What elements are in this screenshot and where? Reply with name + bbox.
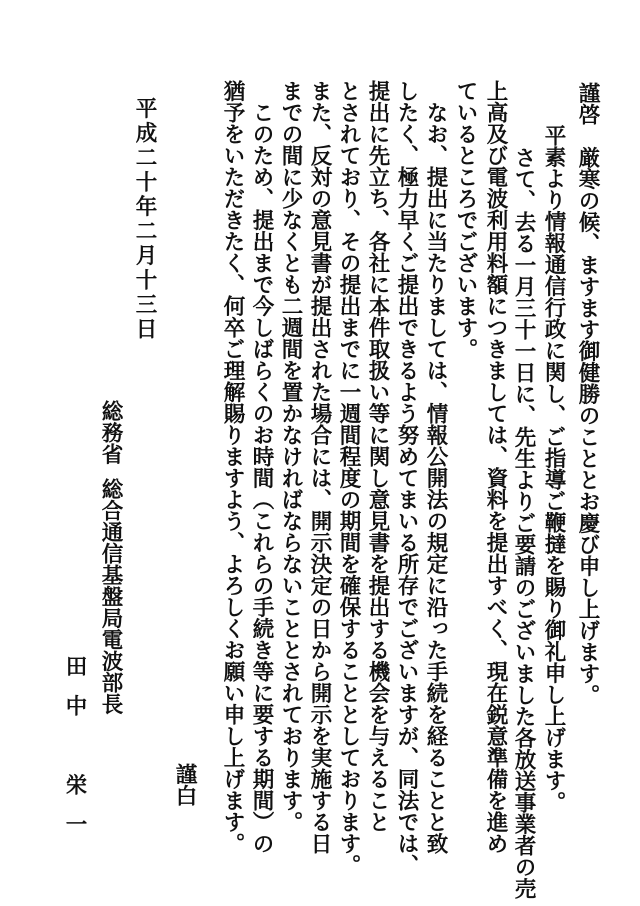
- letter-line-2: 平素より情報通信行政に関し、ご指導ご鞭撻を賜り御礼申し上げます。: [541, 103, 566, 813]
- letter-line-7: したく、極力早くご提出できるよう努めてまいる所存でございますが、同法では、: [394, 80, 419, 876]
- sender-ministry: 総務省: [98, 400, 123, 465]
- letter-line-10: また、反対の意見書が提出された場合には、開示決定の日から開示を実施する日: [307, 80, 332, 854]
- letter-line-12: このため、提出まで今しばらくのお時間（これらの手続き等に要する期間）の: [249, 80, 274, 854]
- letter-line-9: とされており、その提出までに一週間程度の期間を確保することとしております。: [336, 80, 361, 876]
- closing: 謹白: [172, 763, 197, 806]
- letter-line-4: 上高及び電波利用料額につきましては、資料を提出すべく、現在鋭意準備を進め: [483, 80, 508, 854]
- letter-line-6: なお、提出に当たりましては、情報公開法の規定に沿った手続を経ることと致: [423, 80, 448, 854]
- sender-name: 田中 栄一: [62, 655, 87, 853]
- letter-line-5: ているところでございます。: [453, 80, 478, 360]
- letter-line-11: までの間に少なくとも二週間を置かなければならないこととされております。: [278, 80, 303, 833]
- letter-line-3: さて、去る一月三十一日に、先生よりご要請のございました各放送事業者の売: [511, 125, 536, 899]
- letter-line-13: 猶予をいただきたく、何卒ご理解賜りますよう、よろしくお願い申し上げます。: [220, 80, 245, 854]
- sender-department: 総合通信基盤局電波部長: [98, 478, 123, 715]
- letter-line-1: 謹啓 厳寒の候、ますます御健勝のこととお慶び申し上げます。: [575, 82, 600, 706]
- letter-line-8: 提出に先立ち、各社に本件取扱い等に関し意見書を提出する機会を与えること: [365, 80, 390, 833]
- date: 平成二十年二月十三日: [132, 97, 157, 342]
